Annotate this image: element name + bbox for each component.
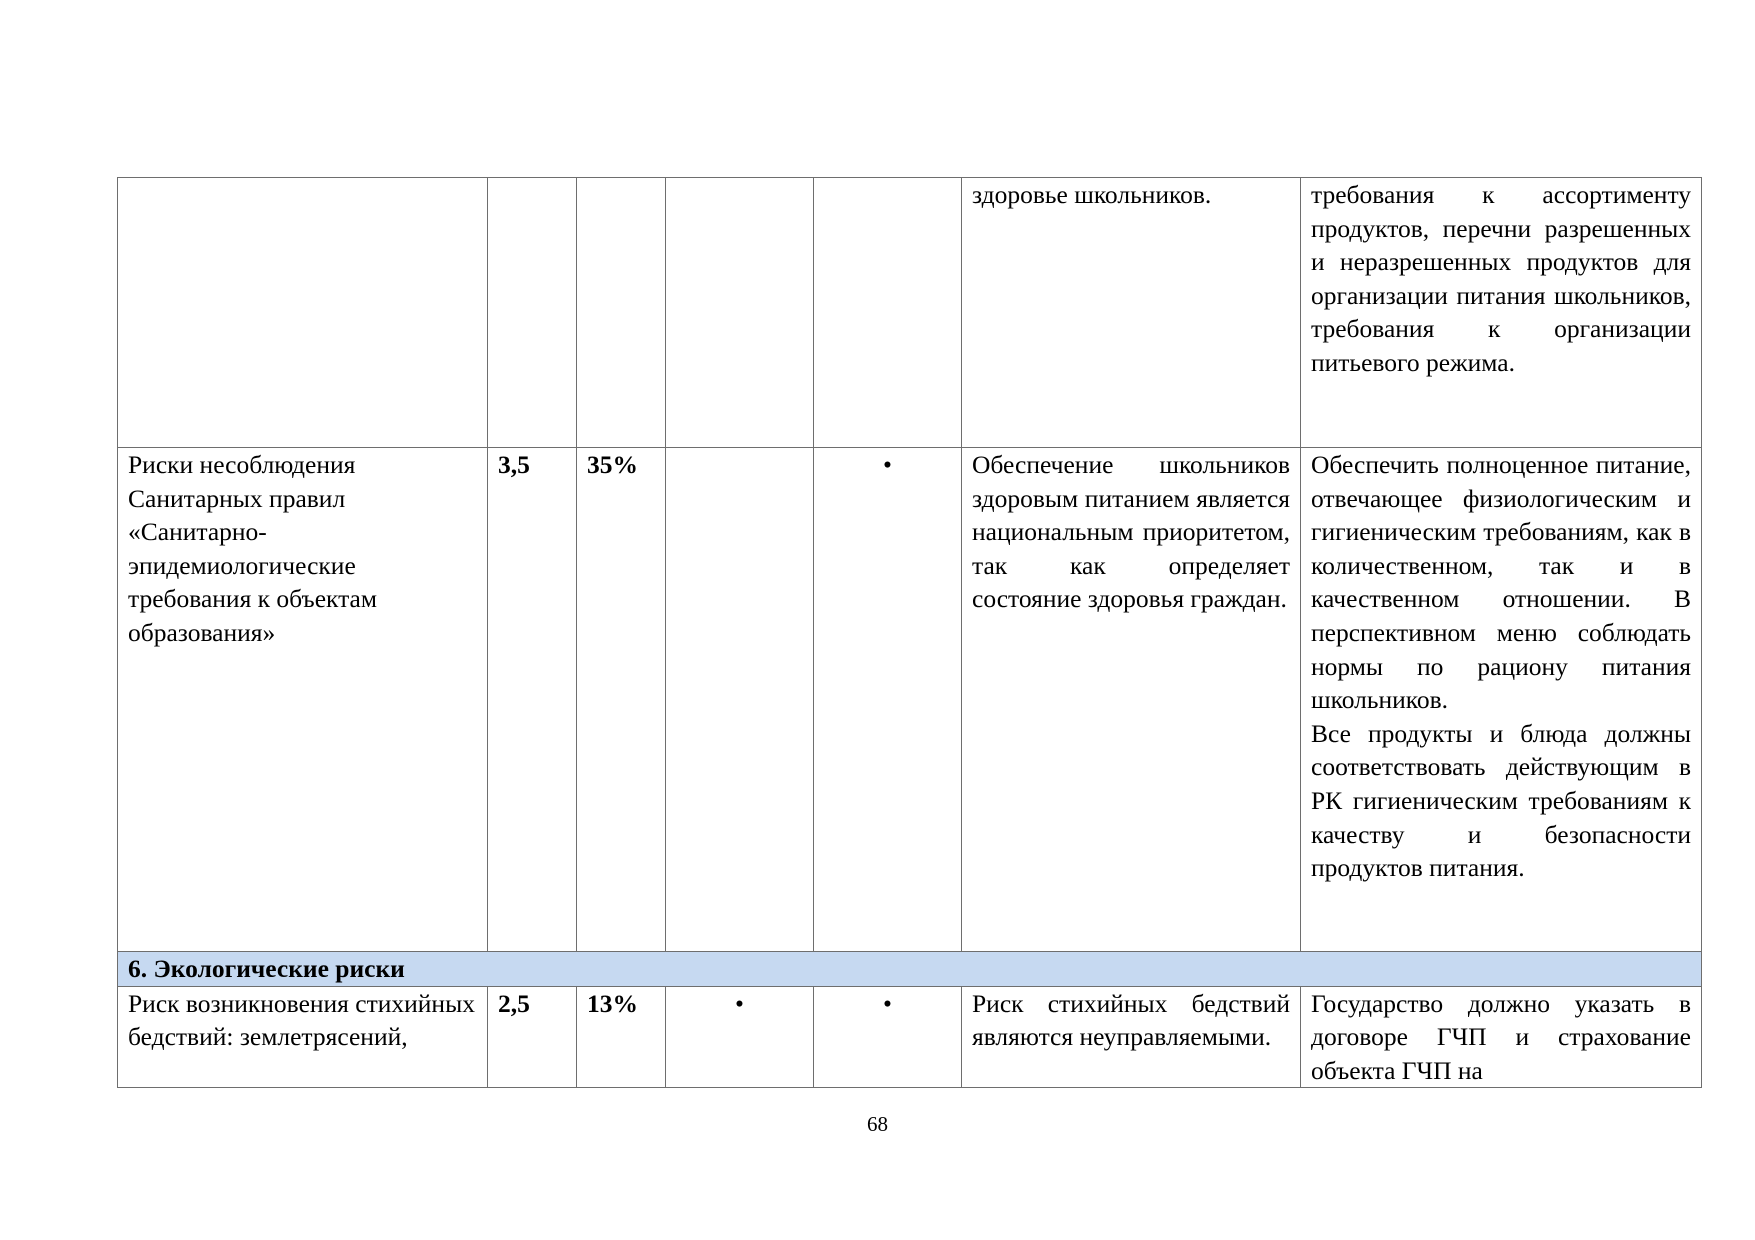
section-header-row — [118, 952, 1702, 987]
comment-cell: Обеспечение школьников здоровым питанием является национальным приоритетом, так как определяет состояние здоровья граждан. — [962, 448, 1301, 952]
measures-paragraph: Обеспечить полноценное питание, отвечающее физиологическим и гигиеническим требованиям, как в количественном, так и в качественном отношении. В перспективном меню соблюдать нормы по рациону питания школьников. — [1311, 450, 1691, 715]
bullet-icon: • — [735, 988, 744, 1018]
table-row — [118, 986, 1702, 1088]
measures-paragraph: Все продукты и блюда должны соответствовать действующим в РК гигиеническим требованиям к качеству и безопасности продуктов питания. — [1311, 718, 1691, 883]
risk-name-cell: Риски несоблюдения Санитарных правил «Санитарно-эпидемиологические требования к объектам образования» — [118, 448, 488, 952]
comment-cell: Риск стихийных бедствий являются неуправляемыми. — [962, 986, 1301, 1088]
mark-b-cell — [814, 178, 962, 448]
bullet-icon: • — [883, 988, 892, 1018]
mark-b-cell — [814, 448, 962, 952]
mark-b-cell — [814, 986, 962, 1088]
measures-cell — [1301, 178, 1702, 448]
measures-cell — [1301, 986, 1702, 1088]
bullet-icon: • — [883, 450, 892, 479]
score-cell: 3,5 — [488, 448, 577, 952]
table-row — [118, 178, 1702, 448]
percent-cell: 35% — [577, 448, 666, 952]
comment-cell: здоровье школьников. — [962, 178, 1301, 448]
mark-a-cell — [666, 986, 814, 1088]
table-row — [118, 448, 1702, 952]
score-cell: 2,5 — [488, 986, 577, 1088]
measures-cell — [1301, 448, 1702, 952]
risk-name-cell — [118, 178, 488, 448]
score-cell — [488, 178, 577, 448]
mark-a-cell — [666, 178, 814, 448]
risk-name-cell: Риск возникновения стихийных бедствий: землетрясений, — [118, 986, 488, 1088]
risk-table — [117, 177, 1702, 1088]
measures-paragraph: Государство должно указать в договоре ГЧП и страхование объекта ГЧП на — [1311, 988, 1691, 1085]
section-title: 6. Экологические риски — [118, 952, 1702, 987]
percent-cell: 13% — [577, 986, 666, 1088]
measures-paragraph: требования к ассортименту продуктов, перечни разрешенных и неразрешенных продуктов для организации питания школьников, требования к организации питьевого режима. — [1311, 180, 1691, 377]
percent-cell — [577, 178, 666, 448]
mark-a-cell — [666, 448, 814, 952]
page-number: 68 — [867, 1112, 888, 1136]
